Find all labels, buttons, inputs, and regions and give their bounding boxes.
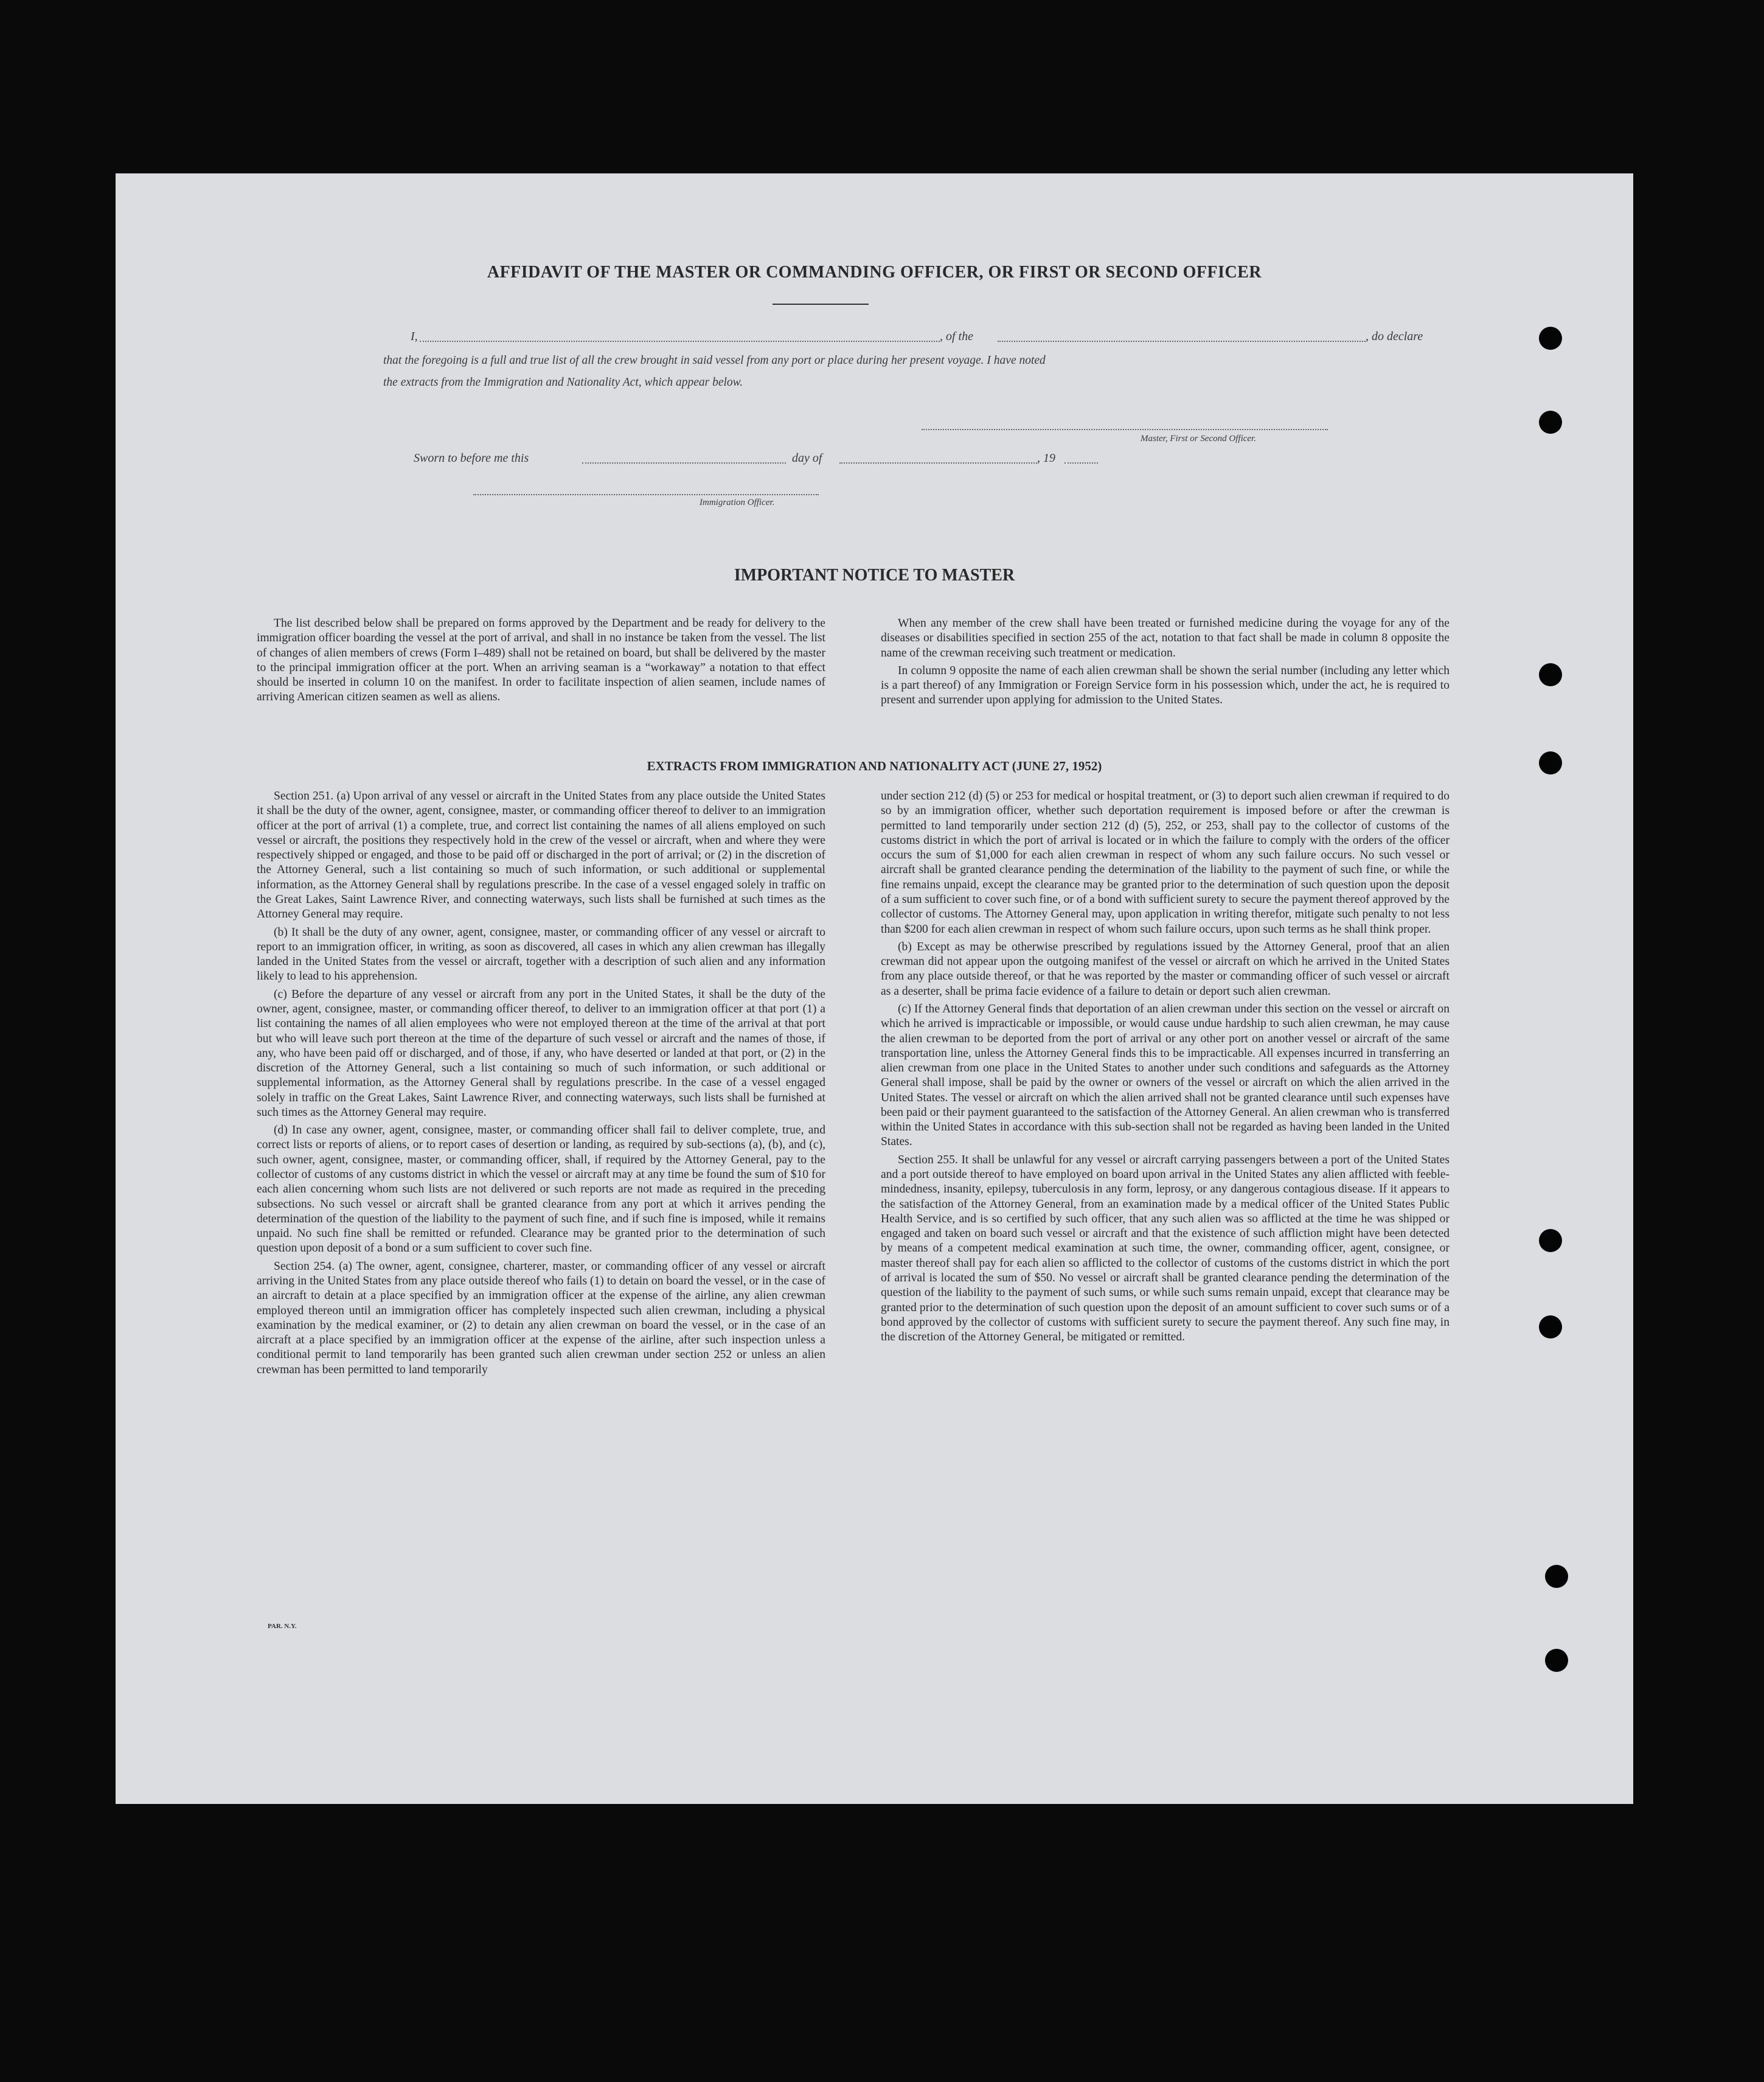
section-paragraph: (b) Except as may be otherwise prescribed by regulations issued by the Attorney General, proof that an alien crewman did not appear upon the outgoing manifest of the vessel or aircraft on which he arrived in the United States from any place outside thereof, or that he was reported by the master or commanding officer of such vessel or aircraft as a deserter, shall be prima facie evidence of a failure to detain or deport such alien crewman. (881, 940, 1450, 998)
printer-code: PAR. N.Y. (268, 1623, 297, 1630)
sworn-year-field[interactable] (1064, 462, 1098, 464)
punch-hole (1539, 1315, 1562, 1339)
officer-caption: Immigration Officer. (700, 498, 775, 507)
punch-hole (1539, 663, 1562, 686)
statement-line-2: the extracts from the Immigration and Nationality Act, which appear below. (383, 376, 743, 389)
section-paragraph: (c) Before the departure of any vessel or aircraft from any port in the United States, it shall be the duty of the owner, agent, consignee, master, or commanding officer thereof, to deliver to an immigration officer at that port (1) a list containing the names of all alien employees who were not employed thereon at the time of the arrival at that port but who will leave such port thereon at the time of the departure of such vessel or aircraft and the names of those, if any, who have been paid off or discharged, and of those, if any, who have deserted or landed at that port, or (2) in the discretion of the Attorney General, such a list containing so much of such information, or such additional or supplemental information, as the Attorney General shall by regulations prescribe. In the case of a vessel engaged solely in traffic on the Great Lakes, Saint Lawrence River, and connecting waterways, such lists shall be furnished at such times as the Attorney General may require. (257, 987, 825, 1119)
affidavit-title: AFFIDAVIT OF THE MASTER OR COMMANDING OFFICER, OR FIRST OR SECOND OFFICER (487, 263, 1262, 282)
notice-right-column (881, 616, 1450, 711)
of-the-label: , of the (940, 330, 973, 343)
day-of-label: day of (792, 451, 822, 465)
notice-paragraph: The list described below shall be prepared on forms approved by the Department and be ready for delivery to the immigration officer boarding the vessel at the port of arrival, and shall in no instance be taken from the vessel. The list of changes of alien members of crews (Form I–489) shall not be retained on board, but shall be delivered by the master to the principal immigration officer at the port. When an arriving seaman is a “workaway” a notation to that effect should be inserted in column 10 on the manifest. In order to facilitate inspection of alien seamen, include names of arriving American citizen seamen as well as aliens. (257, 617, 825, 704)
name-field[interactable] (420, 341, 940, 342)
notice-paragraph: In column 9 opposite the name of each alien crewman shall be shown the serial number (including any letter which is a part thereof) of any Immigration or Foreign Service form in his possession which, under the act, he is required to present and surrender upon applying for admission to the United States. (881, 664, 1450, 707)
notice-title: IMPORTANT NOTICE TO MASTER (734, 566, 1015, 585)
i-label: I, (411, 330, 418, 343)
statement-line-1: that the foregoing is a full and true list of all the crew brought in said vessel from any port or place during her present voyage. I have noted (383, 354, 1046, 367)
officer-signature-field[interactable] (473, 494, 819, 495)
section-paragraph: under section 212 (d) (5) or 253 for medical or hospital treatment, or (3) to deport such alien crewman if required to do so by an immigration officer, whether such deportation requirement is imposed before or after the crewman is permitted to land temporarily under section 212 (d) (5), 252, or 253, shall pay to the collector of customs of the customs district in which the port of arrival is located or in which the failure to comply with the orders of the officer occurs the sum of $1,000 for each alien crewman in respect of whom any such failure occurs. No such vessel or aircraft shall be granted clearance pending the determination of the liability to the payment of such fine, or while the fine remains unpaid, except the clearance may be granted prior to the determination of such question upon the deposit of a sum sufficient to cover such fine, or of a bond with sufficient surety to secure the payment thereof approved by the collector of customs. The Attorney General may, upon application in writing therefor, mitigate such penalty to not less than $200 for each alien crewman in respect of whom such failure occurs, upon such terms as he shall think proper. (881, 790, 1450, 936)
do-declare-label: , do declare (1366, 330, 1423, 343)
section-paragraph: Section 254. (a) The owner, agent, consignee, charterer, master, or commanding officer of any vessel or aircraft arriving in the United States from any place outside thereof who fails (1) to detain on board the vessel, or in the case of an aircraft to detain at a place specified by an immigration officer at the expense of the airline, any alien crewman employed thereon until an immigration officer has completely inspected such alien crewman, including a physical examination by the medical examiner, or (2) to detain any alien crewman on board the vessel, or in the case of an aircraft at a place specified by an immigration officer at the expense of the airline, after such inspection unless a conditional permit to land temporarily has been granted such alien crewman under section 252 or unless an alien crewman has been permitted to land temporarily (257, 1259, 825, 1376)
form-page (116, 173, 1633, 1804)
punch-hole (1539, 411, 1562, 434)
punch-hole (1545, 1649, 1568, 1672)
section-paragraph: Section 255. It shall be unlawful for any vessel or aircraft carrying passengers between a port of the United States and a port outside thereof to have employed on board upon arrival in the United States any alien afflicted with feeble-mindedness, insanity, epilepsy, tuberculosis in any form, leprosy, or any dangerous contagious disease. If it appears to the satisfaction of the Attorney General, from an examination made by a medical officer of the United States Public Health Service, and is so certified by such officer, that any such alien was so afflicted at the time he was shipped or engaged and taken on board such vessel or aircraft and that the existence of such affliction might have been detected by means of a competent medical examination at such time, the owner, commanding officer, agent, consignee, or master thereof shall pay for each alien so afflicted to the collector of customs of the customs district in which the port of arrival is located the sum of $50. No vessel or aircraft shall be granted clearance pending the determination of the question of the liability to the payment of such sums, or while such sums remain unpaid, except that clearance may be granted prior to the determination of such question upon the deposit of an amount sufficient to cover such sums or of a bond approved by the collector of customs with sufficient surety to secure the payment thereof. Any such fine may, in the discretion of the Attorney General, be mitigated or remitted. (881, 1153, 1450, 1344)
master-caption: Master, First or Second Officer. (1141, 434, 1256, 444)
sworn-month-field[interactable] (839, 462, 1037, 464)
sworn-day-field[interactable] (582, 462, 786, 464)
master-signature-field[interactable] (922, 429, 1328, 430)
section-paragraph: (d) In case any owner, agent, consignee, master, or commanding officer shall fail to deliver complete, true, and correct lists or reports of aliens, or to report cases of desertion or landing, as required by sub-sections (a), (b), and (c), such owner, agent, consignee, master, or commanding officer, shall, if required by the Attorney General, pay to the collector of customs of any customs district in which the vessel or aircraft may at any time be found the sum of $10 for each alien concerning whom such lists are not delivered or such reports are not made as required in the preceding subsections. No such vessel or aircraft shall be granted clearance from any port at which it arrives pending the determination of the question of the liability to the payment of such fine, and if such fine is imposed, while it remains unpaid. No such fine shall be remitted or refunded. Clearance may be granted prior to the determination of such question upon deposit of a bond or a sum sufficient to cover such fine. (257, 1124, 825, 1255)
year-label: , 19 (1037, 451, 1055, 465)
extracts-right-column (881, 789, 1450, 1348)
section-paragraph: Section 251. (a) Upon arrival of any vessel or aircraft in the United States from any place outside the United States it shall be the duty of the owner, agent, consignee, master, or commanding officer thereof to deliver to an immigration officer at the port of arrival (1) a complete, true, and correct list containing the names of all aliens employed on such vessel or aircraft, the positions they respectively hold in the crew of the vessel or aircraft, when and where they were respectively shipped or engaged, and those to be paid off or discharged in the port of arrival; or (2) in the discretion of the Attorney General, such a list containing so much of such information, or such additional or supplemental information, as the Attorney General shall by regulations prescribe. In the case of a vessel engaged solely in traffic on the Great Lakes, Saint Lawrence River, and connecting waterways, such lists shall be furnished at such times as the Attorney General may require. (257, 790, 825, 921)
section-paragraph: (b) It shall be the duty of any owner, agent, consignee, master, or commanding officer of any vessel or aircraft to report to an immigration officer, in writing, as soon as discovered, all cases in which any alien crewman has illegally landed in the United States from the vessel or aircraft, together with a description of such alien and any information likely to lead to his apprehension. (257, 925, 825, 983)
extracts-title: EXTRACTS FROM IMMIGRATION AND NATIONALITY ACT (JUNE 27, 1952) (647, 759, 1102, 773)
punch-hole (1539, 751, 1562, 775)
vessel-field[interactable] (998, 341, 1366, 342)
punch-hole (1539, 327, 1562, 350)
punch-hole (1545, 1565, 1568, 1588)
punch-hole (1539, 1229, 1562, 1252)
title-rule (773, 304, 869, 305)
sworn-label: Sworn to before me this (414, 451, 529, 465)
notice-left-column (257, 616, 825, 708)
extracts-left-column (257, 789, 825, 1380)
notice-paragraph: When any member of the crew shall have been treated or furnished medicine during the voyage for any of the diseases or disabilities specified in section 255 of the act, notation to that fact shall be made in column 8 opposite the name of the crewman receiving such treatment or medication. (881, 617, 1450, 660)
section-paragraph: (c) If the Attorney General finds that deportation of an alien crewman under this section on the vessel or aircraft on which he arrived is impracticable or impossible, or would cause undue hardship to such alien crewman, he may cause the alien crewman to be deported from the port of arrival or any other port on another vessel or aircraft of the same transportation line, unless the Attorney General finds this to be impracticable. All expenses incurred in transferring an alien crewman from one place in the United States to another under such conditions and safeguards as the Attorney General shall impose, shall be paid by the owner or owners of the vessel or aircraft on which the alien arrived in the United States. The vessel or aircraft on which the alien arrived shall not be granted clearance until such expenses have been paid or their payment guaranteed to the satisfaction of the Attorney General. An alien crewman who is transferred within the United States in accordance with this sub-section shall not be regarded as having been landed in the United States. (881, 1002, 1450, 1149)
